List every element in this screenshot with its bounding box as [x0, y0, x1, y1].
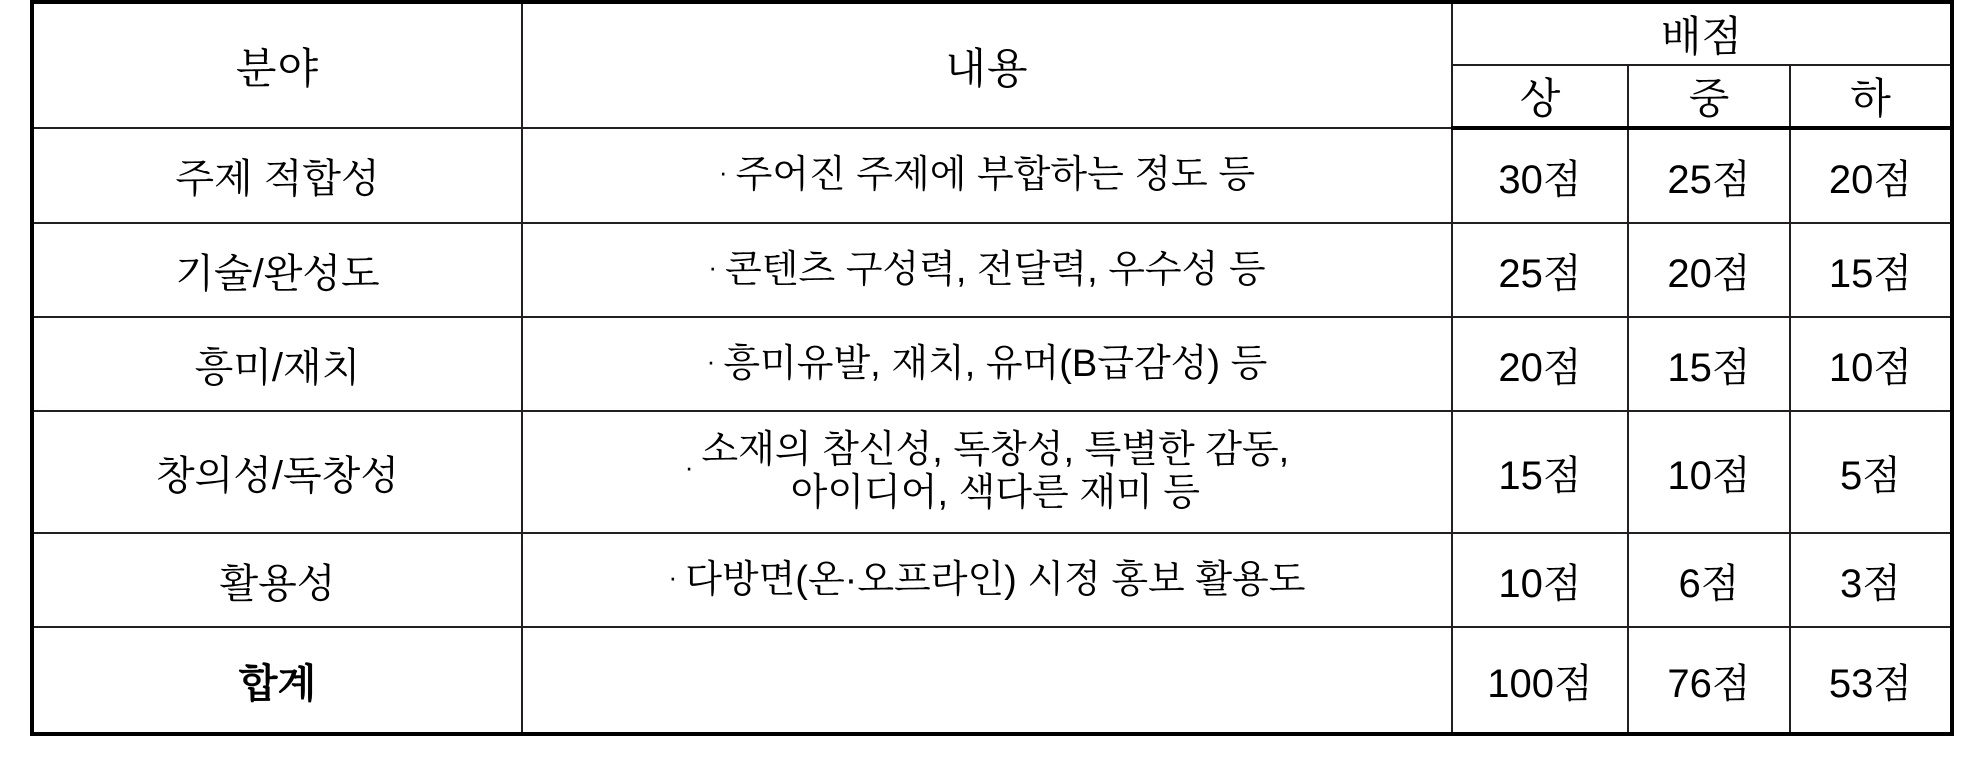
row-content [522, 223, 1452, 317]
row-score-high: 25점 [1452, 223, 1628, 317]
row-field: 흥미/재치 [32, 317, 522, 411]
row-score-mid: 20점 [1628, 223, 1790, 317]
header-field: 분야 [32, 2, 522, 128]
row-score-mid: 6점 [1628, 533, 1790, 627]
row-score-low: 20점 [1790, 128, 1952, 223]
table-row [32, 128, 1952, 223]
row-field: 기술/완성도 [32, 223, 522, 317]
total-label: 합계 [32, 627, 522, 734]
row-content-text-line2: 아이디어, 색다른 재미 등 [790, 472, 1200, 514]
row-score-low: 10점 [1790, 317, 1952, 411]
row-content-text: 콘텐츠 구성력, 전달력, 우수성 등 [725, 248, 1266, 291]
row-score-low: 15점 [1790, 223, 1952, 317]
bullet-marker: · [684, 452, 694, 483]
row-score-high: 30점 [1452, 128, 1628, 223]
total-score-high: 100점 [1452, 627, 1628, 734]
table-row [32, 317, 1952, 411]
table-row [32, 223, 1952, 317]
row-content-text-line1: 소재의 참신성, 독창성, 특별한 감동, [701, 429, 1290, 472]
total-content [522, 627, 1452, 734]
row-score-high: 15점 [1452, 411, 1628, 533]
row-score-mid: 10점 [1628, 411, 1790, 533]
total-score-mid: 76점 [1628, 627, 1790, 734]
row-field: 활용성 [32, 533, 522, 627]
row-score-low: 3점 [1790, 533, 1952, 627]
bullet-marker: · [718, 157, 728, 188]
scoring-criteria-table [30, 0, 1954, 736]
table-row [32, 533, 1952, 627]
total-score-low: 53점 [1790, 627, 1952, 734]
header-level-mid: 중 [1628, 65, 1790, 128]
row-score-mid: 25점 [1628, 128, 1790, 223]
table-body [32, 128, 1952, 734]
header-content: 내용 [522, 2, 1452, 128]
row-content-text: 다방면(온·오프라인) 시정 홍보 활용도 [685, 558, 1306, 601]
table-header-row-1 [32, 2, 1952, 65]
header-score-group: 배점 [1452, 2, 1952, 65]
bullet-marker: · [708, 251, 718, 282]
header-level-high: 상 [1452, 65, 1628, 128]
row-field: 창의성/독창성 [32, 411, 522, 533]
row-content-text: 흥미유발, 재치, 유머(B급감성) 등 [723, 342, 1268, 385]
table-row [32, 411, 1952, 533]
row-score-high: 10점 [1452, 533, 1628, 627]
row-score-mid: 15점 [1628, 317, 1790, 411]
bullet-marker: · [706, 345, 716, 376]
row-score-low: 5점 [1790, 411, 1952, 533]
table-total-row [32, 627, 1952, 734]
row-score-high: 20점 [1452, 317, 1628, 411]
row-content [522, 533, 1452, 627]
row-content [522, 317, 1452, 411]
row-content-multiline [701, 429, 1289, 514]
bullet-marker: · [668, 561, 678, 592]
header-level-low: 하 [1790, 65, 1952, 128]
row-content [522, 411, 1452, 533]
row-field: 주제 적합성 [32, 128, 522, 223]
row-content [522, 128, 1452, 223]
table-header [32, 2, 1952, 128]
row-content-text: 주어진 주제에 부합하는 정도 등 [735, 154, 1256, 197]
